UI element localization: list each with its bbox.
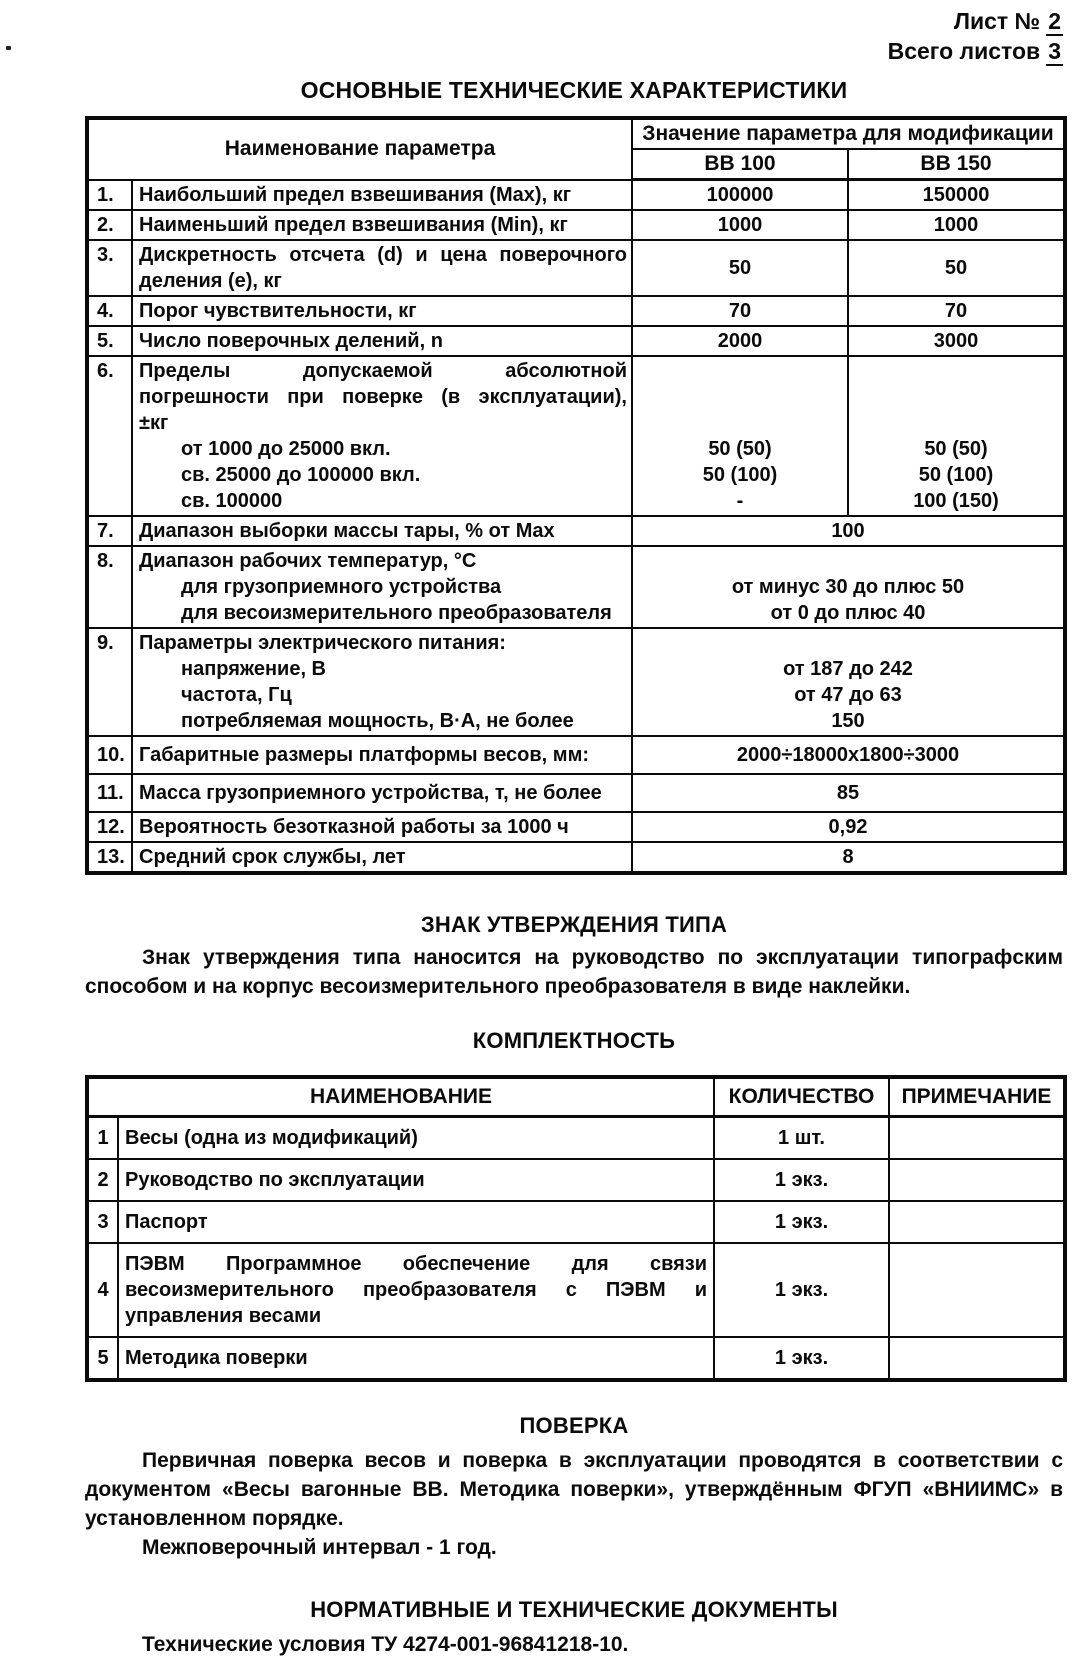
sheet-number-line (85, 6, 1063, 36)
section-title-verification: ПОВЕРКА (519, 1413, 629, 1438)
value-line: 50 (100) (702, 464, 778, 486)
param-value-merged: 2000÷18000х1800÷3000 (632, 736, 1065, 774)
param-value-bb150: 50 (848, 240, 1065, 296)
kit-row-4 (87, 1243, 1065, 1337)
spec-row-8 (87, 546, 1065, 628)
row-number: 1. (87, 180, 132, 211)
param-name: Диапазон выборки массы тары, % от Max (132, 516, 632, 546)
kit-header-note: ПРИМЕЧАНИЕ (889, 1077, 1065, 1117)
param-subrange: св. 100000 (181, 490, 283, 512)
section-title-normative: НОРМАТИВНЫЕ И ТЕХНИЧЕСКИЕ ДОКУМЕНТЫ (310, 1597, 838, 1622)
main-title: ОСНОВНЫЕ ТЕХНИЧЕСКИЕ ХАРАКТЕРИСТИКИ (300, 77, 848, 103)
value-line: 50 (50) (708, 438, 772, 460)
param-name-line: деления (е), кг (139, 270, 282, 292)
total-sheets-line (85, 36, 1063, 66)
param-value-merged: 0,92 (632, 812, 1065, 842)
param-name: Порог чувствительности, кг (132, 296, 632, 326)
param-name-line: ±кг (139, 412, 169, 434)
item-name: Весы (одна из модификаций) (118, 1117, 714, 1160)
param-value-bb100 (632, 356, 848, 516)
item-note (889, 1243, 1065, 1337)
section-title-type-approval: ЗНАК УТВЕРЖДЕНИЯ ТИПА (420, 912, 728, 937)
param-subrange: частота, Гц (181, 684, 292, 706)
value-line: 50 (100) (918, 464, 994, 486)
kit-header-name: НАИМЕНОВАНИЕ (87, 1077, 714, 1117)
scan-artifact-mark (6, 46, 11, 50)
param-name-line: Дискретность отсчета (d) и цена поверочного (139, 244, 627, 266)
spec-header-param: Наименование параметра (87, 118, 632, 180)
row-number: 4 (87, 1243, 118, 1337)
row-number: 5 (87, 1337, 118, 1380)
kit-row-2 (87, 1159, 1065, 1201)
param-value-bb100: 1000 (632, 210, 848, 240)
spec-row-11 (87, 774, 1065, 812)
param-value-bb100: 70 (632, 296, 848, 326)
param-name: Масса грузоприемного устройства, т, не более (132, 774, 632, 812)
row-number: 10. (87, 736, 132, 774)
value-line: от 0 до плюс 40 (770, 602, 926, 624)
param-value-merged: 85 (632, 774, 1065, 812)
spec-row-13 (87, 842, 1065, 873)
row-number: 8. (87, 546, 132, 628)
param-name-line: Параметры электрического питания: (139, 632, 506, 654)
param-value-merged: 100 (632, 516, 1065, 546)
value-line: 150 (831, 710, 865, 732)
row-number: 1 (87, 1117, 118, 1160)
spec-header-mod-bb150: ВВ 150 (848, 149, 1065, 180)
item-name: Методика поверки (118, 1337, 714, 1380)
row-number: 12. (87, 812, 132, 842)
param-subrange: для грузоприемного устройства (181, 576, 502, 598)
row-number: 2 (87, 1159, 118, 1201)
param-value-bb150: 3000 (848, 326, 1065, 356)
spec-header-group: Значение параметра для модификации (632, 118, 1065, 149)
param-name (132, 546, 632, 628)
item-name: Руководство по эксплуатации (118, 1159, 714, 1201)
item-qty: 1 экз. (714, 1159, 889, 1201)
value-line: 100 (150) (913, 490, 999, 512)
kit-header-row (87, 1077, 1065, 1117)
item-qty: 1 экз. (714, 1201, 889, 1243)
param-value-bb150: 70 (848, 296, 1065, 326)
param-name-line: погрешности при поверке (в эксплуатации), (139, 386, 627, 408)
param-subrange: напряжение, В (181, 658, 326, 680)
row-number: 7. (87, 516, 132, 546)
row-number: 13. (87, 842, 132, 873)
kit-row-3 (87, 1201, 1065, 1243)
item-name (118, 1243, 714, 1337)
spec-row-3 (87, 240, 1065, 296)
row-number: 11. (87, 774, 132, 812)
param-value-merged (632, 628, 1065, 736)
total-sheets-label: Всего листов (887, 38, 1041, 64)
spec-row-1 (87, 180, 1065, 211)
section-title-completeness: КОМПЛЕКТНОСТЬ (472, 1028, 676, 1053)
row-number: 2. (87, 210, 132, 240)
item-note (889, 1201, 1065, 1243)
param-name (132, 628, 632, 736)
value-line: от 187 до 242 (783, 658, 913, 680)
spec-row-4 (87, 296, 1065, 326)
param-value-bb100: 2000 (632, 326, 848, 356)
param-subrange: от 1000 до 25000 вкл. (181, 438, 391, 460)
param-value-bb150 (848, 356, 1065, 516)
param-value-merged (632, 546, 1065, 628)
spec-row-10 (87, 736, 1065, 774)
param-name: Число поверочных делений, n (132, 326, 632, 356)
kit-row-1 (87, 1117, 1065, 1160)
item-name-line: весоизмерительного преобразователя с ПЭВМ и (125, 1279, 708, 1301)
param-name (132, 240, 632, 296)
spec-row-6 (87, 356, 1065, 516)
item-name-line: управления весами (125, 1305, 322, 1327)
item-note (889, 1159, 1065, 1201)
kit-table (85, 1075, 1067, 1382)
param-value-merged: 8 (632, 842, 1065, 873)
item-note (889, 1117, 1065, 1160)
sheet-header (85, 0, 1063, 66)
spec-row-12 (87, 812, 1065, 842)
value-line: от 47 до 63 (794, 684, 902, 706)
value-line: - (736, 490, 744, 512)
spec-header-row-1 (87, 118, 1065, 149)
spec-row-2 (87, 210, 1065, 240)
param-name: Вероятность безотказной работы за 1000 ч (132, 812, 632, 842)
spec-table (85, 116, 1067, 875)
row-number: 5. (87, 326, 132, 356)
kit-row-5 (87, 1337, 1065, 1380)
row-number: 4. (87, 296, 132, 326)
spec-row-7 (87, 516, 1065, 546)
spec-header-mod-bb100: ВВ 100 (632, 149, 848, 180)
row-number: 6. (87, 356, 132, 516)
param-name: Наибольший предел взвешивания (Max), кг (132, 180, 632, 211)
item-qty: 1 экз. (714, 1337, 889, 1380)
item-name: Паспорт (118, 1201, 714, 1243)
spec-row-5 (87, 326, 1065, 356)
param-subrange: св. 25000 до 100000 вкл. (181, 464, 421, 486)
normative-text: Технические условия ТУ 4274-001-96841218-10. (142, 1633, 629, 1656)
row-number: 3. (87, 240, 132, 296)
verification-interval: Межповерочный интервал - 1 год. (142, 1536, 497, 1559)
document-page (85, 0, 1063, 1659)
sheet-number-label: Лист № (953, 8, 1041, 34)
value-line: 50 (50) (924, 438, 988, 460)
param-name-line: Пределы допускаемой абсолютной (139, 360, 627, 382)
sheet-number-value: 2 (1048, 8, 1061, 34)
item-name-line: ПЭВМ Программное обеспечение для связи (125, 1253, 708, 1275)
item-qty: 1 шт. (714, 1117, 889, 1160)
param-name: Наименьший предел взвешивания (Min), кг (132, 210, 632, 240)
value-line: от минус 30 до плюс 50 (731, 576, 965, 598)
item-note (889, 1337, 1065, 1380)
param-value-bb150: 1000 (848, 210, 1065, 240)
item-qty: 1 экз. (714, 1243, 889, 1337)
param-value-bb150: 150000 (848, 180, 1065, 211)
spec-row-9 (87, 628, 1065, 736)
param-name: Габаритные размеры платформы весов, мм: (132, 736, 632, 774)
param-name: Средний срок службы, лет (132, 842, 632, 873)
row-number: 9. (87, 628, 132, 736)
verification-text: Первичная поверка весов и поверка в эксплуатации проводятся в соответствии с документом «Весы вагонные ВВ. Методика поверки», утверждённым ФГУП «ВНИИМС» в установленном порядке. (85, 1449, 1063, 1530)
param-name (132, 356, 632, 516)
row-number: 3 (87, 1201, 118, 1243)
param-name-line: Диапазон рабочих температур, °С (139, 550, 477, 572)
kit-header-qty: КОЛИЧЕСТВО (714, 1077, 889, 1117)
param-subrange: потребляемая мощность, В·А, не более (181, 710, 574, 732)
param-value-bb100: 50 (632, 240, 848, 296)
param-subrange: для весоизмерительного преобразователя (181, 602, 612, 624)
type-approval-text: Знак утверждения типа наносится на руководство по эксплуатации типографским способом и на корпус весоизмерительного преобразователя в виде наклейки. (85, 946, 1063, 998)
param-value-bb100: 100000 (632, 180, 848, 211)
total-sheets-value: 3 (1048, 38, 1061, 64)
